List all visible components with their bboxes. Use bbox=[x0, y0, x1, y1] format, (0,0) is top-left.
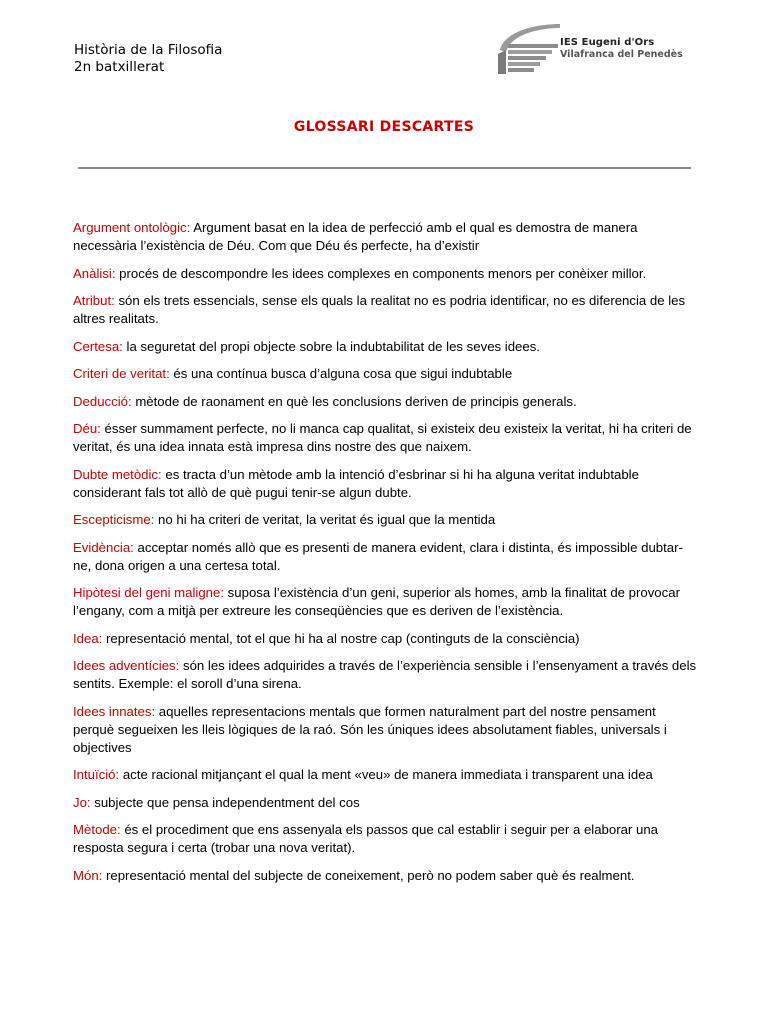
glossary-term: Idees adventícies: bbox=[73, 658, 180, 673]
glossary-entry bbox=[73, 219, 698, 255]
glossary-term: Escepticisme: bbox=[73, 512, 155, 527]
school-logo bbox=[494, 20, 694, 76]
glossary-definition: aquelles representacions mentals que formen naturalment part del nostre pensament perquè segueixen les lleis lògiques de la raó. Són les úniques idees absolutament fiables, universals i objectives bbox=[73, 703, 667, 755]
glossary-term: Certesa: bbox=[73, 338, 123, 354]
glossary-term: Atribut: bbox=[73, 293, 115, 308]
school-name: IES Eugeni d'Ors bbox=[560, 37, 655, 48]
glossary-entry bbox=[73, 766, 698, 784]
glossary-definition: representació mental del subjecte de coneixement, però no podem saber què és realment. bbox=[102, 867, 635, 883]
glossary-term: Déu: bbox=[73, 421, 101, 436]
glossary-entry bbox=[73, 794, 698, 812]
glossary-entry bbox=[73, 338, 698, 356]
glossary-entry bbox=[73, 511, 698, 529]
glossary-term: Idea: bbox=[73, 630, 103, 646]
glossary-entry bbox=[73, 703, 698, 757]
glossary-entry bbox=[73, 466, 698, 502]
glossary-term: Dubte metòdic: bbox=[73, 466, 162, 482]
glossary-term: Món: bbox=[73, 867, 103, 883]
glossary-entry bbox=[73, 393, 698, 411]
glossary-term: Deducció: bbox=[73, 393, 132, 409]
page-title: GLOSSARI DESCARTES bbox=[293, 119, 475, 135]
glossary-definition: representació mental, tot el que hi ha al nostre cap (continguts de la consciència) bbox=[102, 630, 580, 646]
glossary-definition: procés de descompondre les idees complexes en components menors per conèixer millor. bbox=[115, 265, 647, 281]
glossary-definition: es tracta d’un mètode amb la intenció d’esbrinar si hi ha alguna veritat indubtable considerant fals tot allò de què pugui tenir-se algun dubte. bbox=[73, 466, 639, 500]
glossary-entry bbox=[73, 867, 698, 885]
staircase-logo-icon bbox=[494, 20, 564, 76]
course-label: 2n batxillerat bbox=[74, 59, 165, 75]
glossary-entry bbox=[73, 265, 698, 283]
glossary-definition: acceptar només allò que es presenti de manera evident, clara i distinta, és impossible dubtar-ne, dona origen a una certesa total. bbox=[73, 539, 683, 573]
glossary-entry bbox=[73, 420, 698, 456]
glossary-entry bbox=[73, 821, 698, 857]
glossary-definition: ésser summament perfecte, no li manca cap qualitat, si existeix deu existeix la veritat, hi ha criteri de veritat, és una idea innata està impresa dins nostre des que naixem. bbox=[73, 421, 692, 454]
title-divider bbox=[78, 167, 691, 169]
glossary-definition: acte racional mitjançant el qual la ment «veu» de manera immediata i transparent una idea bbox=[119, 767, 653, 782]
glossary-definition: Argument basat en la idea de perfecció amb el qual es demostra de manera necessària l’existència de Déu. Com que Déu és perfecte, ha d’existir bbox=[73, 220, 638, 253]
glossary-definition: no hi ha criteri de veritat, la veritat és igual que la mentida bbox=[154, 512, 496, 527]
glossary-entry bbox=[73, 630, 698, 648]
glossary-definition: és una contínua busca d’alguna cosa que sigui indubtable bbox=[169, 366, 513, 381]
school-town: Vilafranca del Penedès bbox=[560, 49, 683, 60]
glossary-term: Hipòtesi del geni maligne: bbox=[73, 585, 225, 600]
glossary-term: Argument ontològic: bbox=[73, 220, 191, 235]
subject-label: Història de la Filosofia bbox=[74, 42, 223, 58]
document-header bbox=[74, 42, 222, 76]
glossary-definition: subjecte que pensa independentment del cos bbox=[90, 794, 360, 810]
glossary-term: Jo: bbox=[73, 794, 91, 810]
glossary-definition: és el procediment que ens assenyala els passos que cal establir i seguir per a elaborar una resposta segura i certa (trobar una nova veritat). bbox=[73, 822, 658, 855]
glossary-definition: suposa l’existència d’un geni, superior als homes, amb la finalitat de provocar l’engany, com a mitjà per extreure les conseqüències que es deriven de l’existència. bbox=[73, 585, 680, 618]
glossary-definition: la seguretat del propi objecte sobre la indubtabilitat de les seves idees. bbox=[122, 338, 540, 354]
glossary-definition: mètode de raonament en què les conclusions deriven de principis generals. bbox=[131, 393, 577, 409]
glossary-term: Intuïció: bbox=[73, 767, 120, 782]
glossary-list bbox=[73, 219, 698, 894]
glossary-entry bbox=[73, 584, 698, 620]
glossary-entry bbox=[73, 365, 698, 383]
glossary-term: Idees innates: bbox=[73, 703, 156, 719]
glossary-term: Mètode: bbox=[73, 822, 121, 837]
glossary-term: Evidència: bbox=[73, 539, 134, 555]
glossary-term: Criteri de veritat: bbox=[73, 366, 170, 381]
glossary-definition: són els trets essencials, sense els quals la realitat no es podria identificar, no es diferencia de les altres realitats. bbox=[73, 293, 686, 326]
glossary-entry bbox=[73, 292, 698, 328]
glossary-entry bbox=[73, 657, 698, 693]
glossary-entry bbox=[73, 539, 698, 575]
glossary-term: Anàlisi: bbox=[73, 265, 116, 281]
logo-text bbox=[560, 37, 683, 60]
glossary-definition: són les idees adquirides a través de l’experiència sensible i l’ensenyament a través dels sentits. Exemple: el soroll d’una sirena. bbox=[73, 658, 697, 691]
